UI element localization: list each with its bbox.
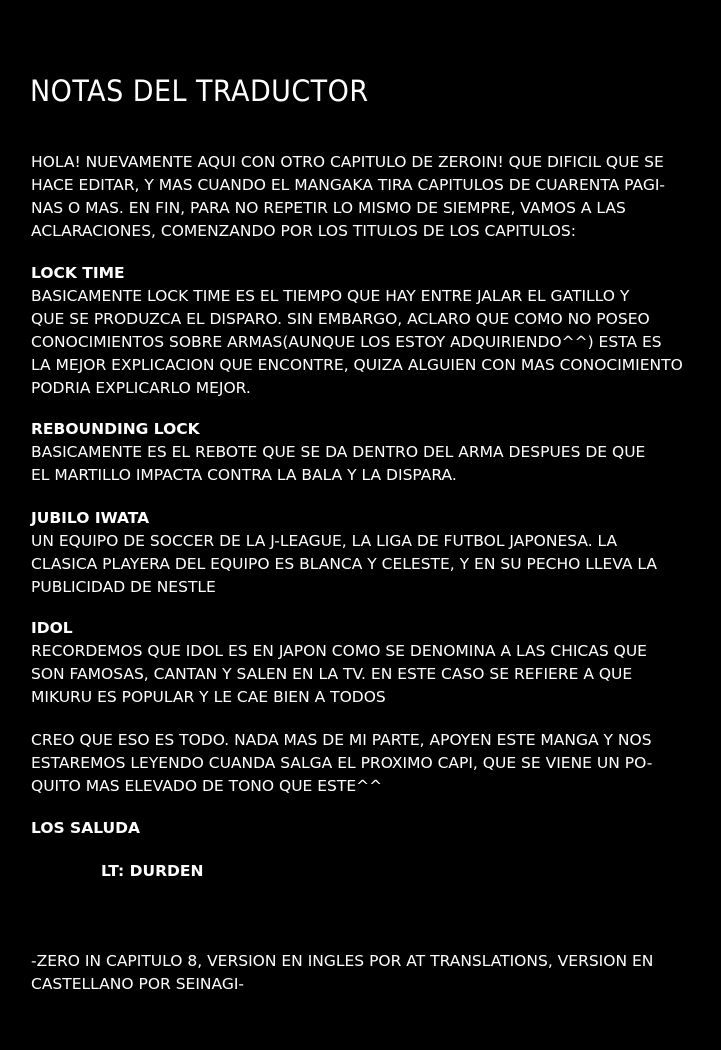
signature: LT: DURDEN — [101, 862, 204, 880]
section-heading-rebounding-lock: REBOUNDING LOCK — [31, 420, 200, 438]
section-heading-lock-time: LOCK TIME — [31, 264, 125, 282]
footer-credit-line: CASTELLANO POR SEINAGI- — [31, 975, 245, 993]
section-heading-idol: IDOL — [31, 619, 73, 637]
section-line: SON FAMOSAS, CANTAN Y SALEN EN LA TV. EN ESTE CASO SE REFIERE A QUE — [31, 665, 633, 683]
section-line: BASICAMENTE LOCK TIME ES EL TIEMPO QUE HAY ENTRE JALAR EL GATILLO Y — [31, 287, 630, 305]
section-line: LA MEJOR EXPLICACION QUE ENCONTRE, QUIZA ALGUIEN CON MAS CONOCIMIENTO — [31, 356, 683, 374]
section-line: MIKURU ES POPULAR Y LE CAE BIEN A TODOS — [31, 688, 386, 706]
section-line: CONOCIMIENTOS SOBRE ARMAS(AUNQUE LOS ESTOY ADQUIRIENDO^^) ESTA ES — [31, 333, 662, 351]
intro-line: NAS O MAS. EN FIN, PARA NO REPETIR LO MISMO DE SIEMPRE, VAMOS A LAS — [31, 199, 626, 217]
section-line: PODRIA EXPLICARLO MEJOR. — [31, 379, 251, 397]
section-line: QUE SE PRODUZCA EL DISPARO. SIN EMBARGO, ACLARO QUE COMO NO POSEO — [31, 310, 650, 328]
section-heading-jubilo-iwata: JUBILO IWATA — [31, 509, 150, 527]
closing-line: QUITO MAS ELEVADO DE TONO QUE ESTE^^ — [31, 777, 383, 795]
greeting: LOS SALUDA — [31, 819, 140, 837]
page-title: NOTAS DEL TRADUCTOR — [30, 74, 369, 108]
intro-line: ACLARACIONES, COMENZANDO POR LOS TITULOS DE LOS CAPITULOS: — [31, 222, 576, 240]
section-line: UN EQUIPO DE SOCCER DE LA J-LEAGUE, LA LIGA DE FUTBOL JAPONESA. LA — [31, 532, 618, 550]
section-line: BASICAMENTE ES EL REBOTE QUE SE DA DENTRO DEL ARMA DESPUES DE QUE — [31, 443, 646, 461]
section-line: PUBLICIDAD DE NESTLE — [31, 578, 216, 596]
closing-line: CREO QUE ESO ES TODO. NADA MAS DE MI PARTE, APOYEN ESTE MANGA Y NOS — [31, 731, 652, 749]
section-line: EL MARTILLO IMPACTA CONTRA LA BALA Y LA DISPARA. — [31, 466, 457, 484]
section-line: CLASICA PLAYERA DEL EQUIPO ES BLANCA Y CELESTE, Y EN SU PECHO LLEVA LA — [31, 555, 658, 573]
intro-line: HACE EDITAR, Y MAS CUANDO EL MANGAKA TIRA CAPITULOS DE CUARENTA PAGI- — [31, 176, 666, 194]
footer-credit-line: -ZERO IN CAPITULO 8, VERSION EN INGLES POR AT TRANSLATIONS, VERSION EN — [31, 952, 654, 970]
section-line: RECORDEMOS QUE IDOL ES EN JAPON COMO SE DENOMINA A LAS CHICAS QUE — [31, 642, 647, 660]
intro-line: HOLA! NUEVAMENTE AQUI CON OTRO CAPITULO DE ZEROIN! QUE DIFICIL QUE SE — [31, 153, 664, 171]
closing-line: ESTAREMOS LEYENDO CUANDA SALGA EL PROXIMO CAPI, QUE SE VIENE UN PO- — [31, 754, 653, 772]
